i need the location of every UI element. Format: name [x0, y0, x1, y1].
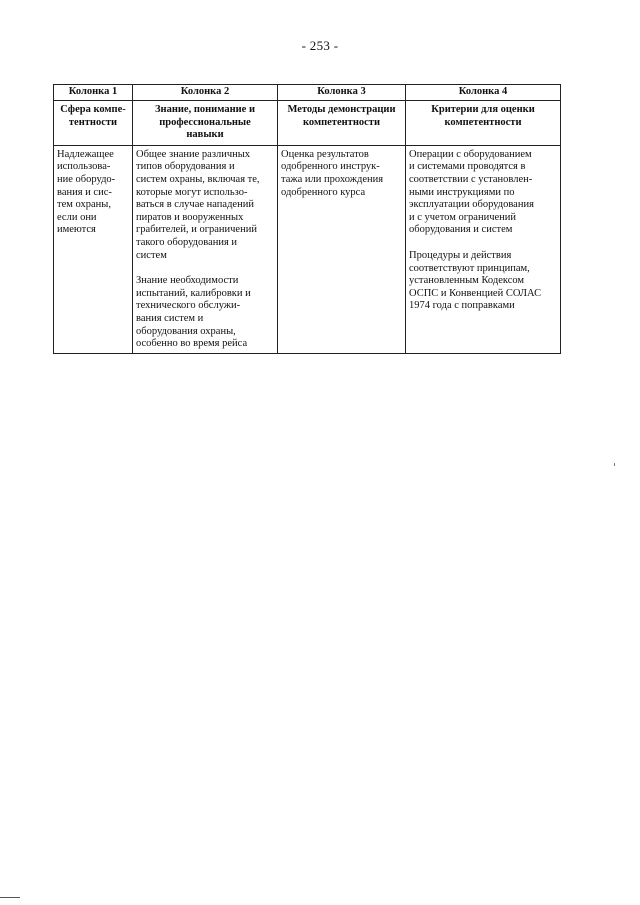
knowledge-paragraph-2: Знание необходимости испытаний, калибровки и технического обслужи- вания систем и оборудования охраны, особенно во время рейса — [136, 275, 251, 350]
header-evaluation-criteria: Критерии для оценки компетентности — [406, 101, 561, 146]
header-demonstration-methods: Методы демонстрации компетентности — [278, 101, 406, 146]
criteria-paragraph-2: Процедуры и действия соответствуют принципам, установленным Кодексом ОСПС и Конвенцией СОЛАС 1974 года с поправками — [409, 249, 542, 312]
header-competence-area: Сфера компе- тентности — [54, 101, 133, 146]
column-label-1: Колонка 1 — [54, 85, 133, 101]
page-number: - 253 - — [301, 38, 339, 53]
demonstration-text: Оценка результатов одобренного инструк- тажа или прохождения одобренного курса — [281, 148, 384, 198]
competence-area-text: Надлежащее использова- ние оборудо- вания и сис- тем охраны, если они имеются — [57, 148, 116, 236]
criteria-paragraph-1: Операции с оборудованием и системами проводятся в соответствии с установлен- ными инструкциями по эксплуатации оборудования и с учетом ограничений оборудования и систем — [409, 148, 534, 236]
header-knowledge-skills: Знание, понимание и профессиональные навыки — [133, 101, 278, 146]
scan-edge-mark — [0, 897, 20, 898]
table-row — [54, 145, 561, 353]
knowledge-paragraph-1: Общее знание различных типов оборудования и систем охраны, включая те, которые могут использо- ваться в случае нападений пиратов и вооруженных грабителей, и ограничений такого оборудования и систем — [136, 148, 260, 261]
scan-mark — [614, 463, 615, 466]
competence-table — [53, 84, 561, 354]
header-row — [54, 101, 561, 146]
cell-knowledge-skills — [133, 145, 278, 353]
column-label-2: Колонка 2 — [133, 85, 278, 101]
cell-evaluation-criteria — [406, 145, 561, 353]
column-number-row — [54, 85, 561, 101]
column-label-4: Колонка 4 — [406, 85, 561, 101]
cell-competence-area — [54, 145, 133, 353]
column-label-3: Колонка 3 — [278, 85, 406, 101]
cell-demonstration-methods — [278, 145, 406, 353]
